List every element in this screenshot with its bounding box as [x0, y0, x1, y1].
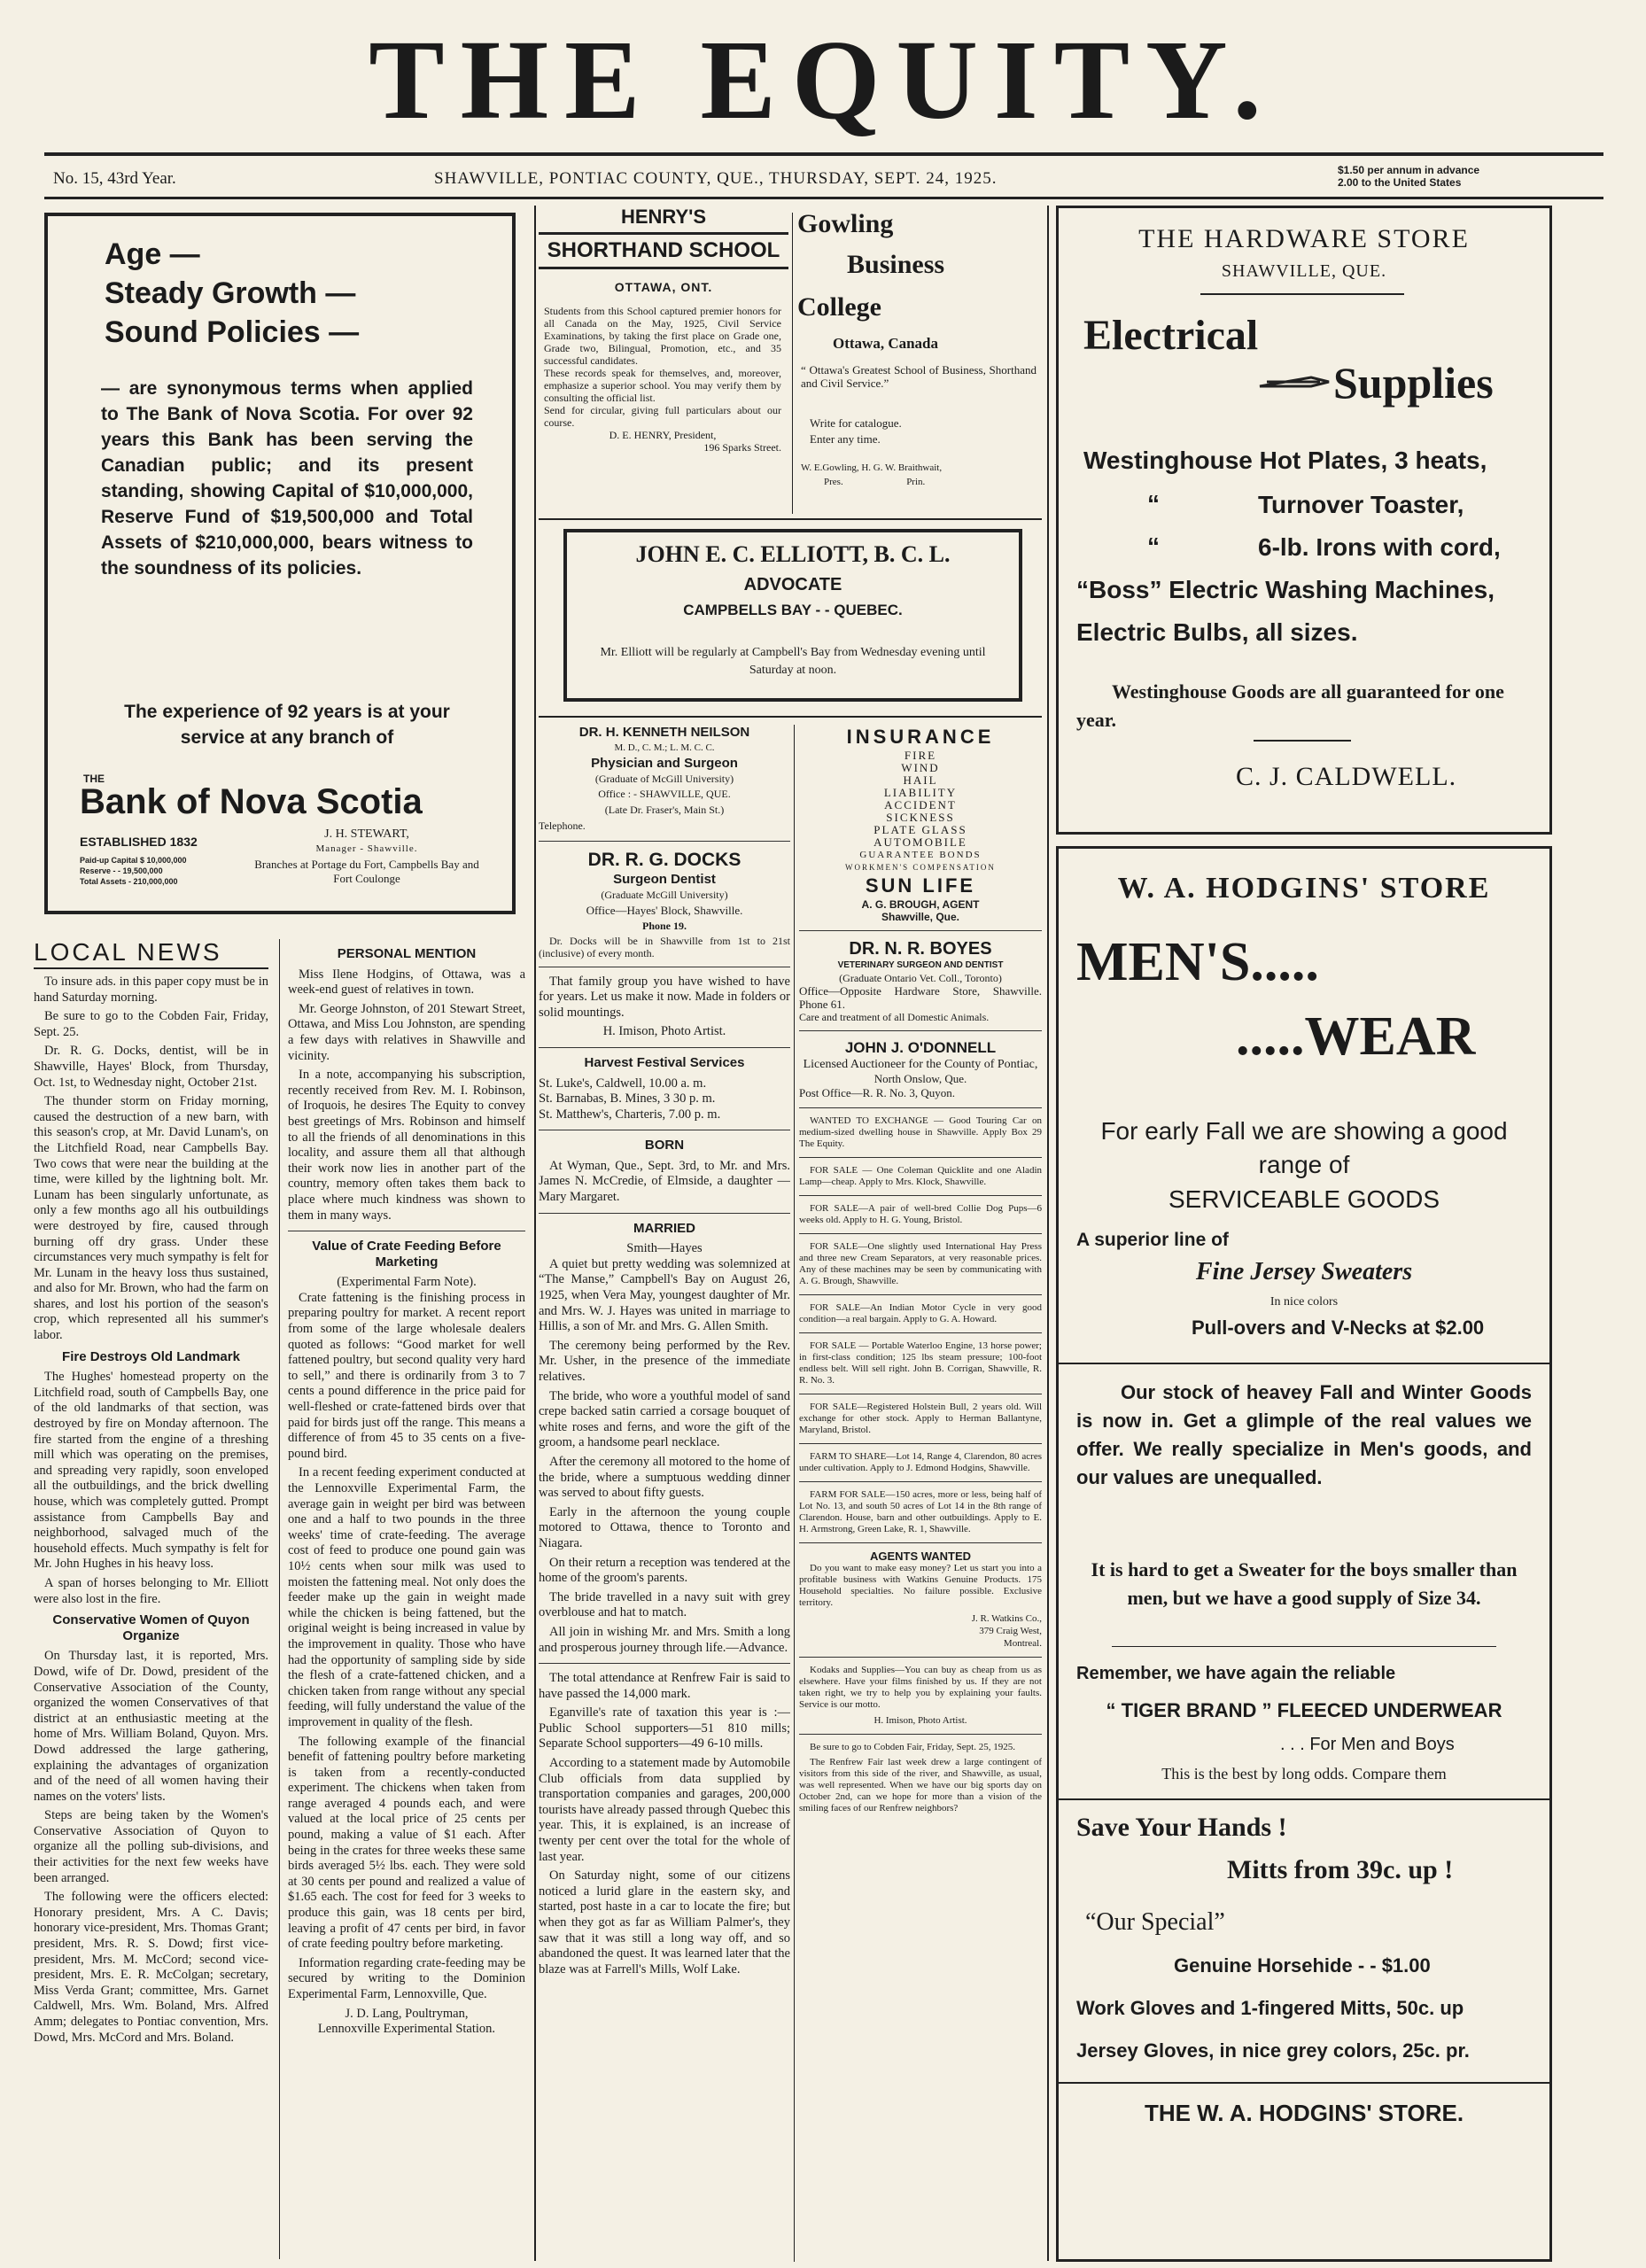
elliott-place: CAMPBELLS BAY - - QUEBEC. [683, 602, 903, 618]
hodgins-horsehide: Genuine Horsehide - - $1.00 [1174, 1954, 1431, 1977]
hardware-ditto-1: “ [1147, 490, 1160, 517]
divider [539, 716, 1042, 718]
divider [1059, 1363, 1549, 1364]
crate-paragraph: Information regarding crate-feeding may be secured by writing to the Dominion Experimental Farm, Lennoxville, Que. [288, 1955, 525, 2001]
divider [1112, 1646, 1496, 1647]
hodgins-ad [1056, 846, 1552, 2262]
insurance-lines [799, 750, 1042, 874]
automobile-statement: According to a statement made by Automobile Club officials from data supplied by transportation companies and garages, 200,000 tourists have already passed through Quebec this year. This, it is explained, is an increase of twenty per cent over the total for the whole of last year. [539, 1756, 790, 1864]
married-paragraph: The bride, who wore a youthful model of sand crepe backed satin carried a corsage bouquet of white roses and ferns, and wore the gift of the groom, a handsome pearl necklace. [539, 1388, 790, 1450]
married-paragraph: On their return a reception was tendered at the home of the groom's parents. [539, 1555, 790, 1586]
arrow-icon [1258, 372, 1331, 392]
neilson-office: Office : - SHAWVILLE, QUE. [598, 788, 731, 801]
hodgins-pullovers: Pull-overs and V-Necks at $2.00 [1192, 1317, 1485, 1339]
masthead-subline [53, 164, 1595, 194]
divider [799, 1443, 1042, 1444]
personal-mention-title: PERSONAL MENTION [337, 946, 477, 961]
gowling-name-1: Gowling [797, 209, 894, 238]
gowling-city: Ottawa, Canada [833, 335, 939, 352]
issue-number: No. 15, 43rd Year. [53, 169, 176, 188]
crate-signature: J. D. Lang, Poultryman, [345, 2006, 469, 2021]
bank-capital: Paid-up Capital $ 10,000,000 [80, 856, 187, 865]
hardware-electrical: Electrical [1083, 312, 1259, 359]
column-rule-1 [534, 206, 536, 2261]
harvest-line: St. Matthew's, Charteris, 7.00 p. m. [539, 1107, 721, 1122]
divider [799, 1734, 1042, 1735]
professional-column [539, 725, 790, 2262]
neilson-name: DR. H. KENNETH NEILSON [578, 725, 750, 740]
masthead-rule-bottom [44, 197, 1603, 199]
divider [539, 518, 1042, 520]
bank-branches: Branches at Portage du Fort, Campbells Bay and Fort Coulonge [254, 858, 479, 885]
hardware-place: SHAWVILLE, QUE. [1221, 261, 1387, 281]
henrys-name-1: HENRY'S [620, 206, 707, 228]
hodgins-serviceable: SERVICEABLE GOODS [1168, 1185, 1440, 1213]
insurance-line: PLATE GLASS [873, 823, 967, 836]
eganville-taxation: Eganville's rate of taxation this year is :—Public School supporters—51 810 mills; Separate School supporters—49 6-10 mills. [539, 1705, 790, 1751]
henrys-address: 196 Sparks Street. [703, 441, 781, 454]
divider [799, 1233, 1042, 1234]
elliott-ad [563, 529, 1022, 702]
classified-ad: FOR SALE—Registered Holstein Bull, 2 years old. Will exchange for other stock. Apply to Herman Ballantyne, Maryland, Bristol. [799, 1402, 1042, 1435]
born-notice: At Wyman, Que., Sept. 3rd, to Mr. and Mrs. James N. McCredie, of Elmside, a daughter — Mary Margaret. [539, 1158, 790, 1205]
hardware-supplies: Supplies [1333, 358, 1494, 408]
henrys-body-3: Send for circular, giving full particulars about our course. [544, 404, 781, 429]
local-news-title: LOCAL NEWS [34, 937, 268, 969]
divider [1254, 740, 1351, 742]
imison-ad: That family group you have wished to have for years. Let us make it now. Made in folders or solid mountings. [539, 974, 790, 1020]
hodgins-remember: Remember, we have again the reliable [1076, 1664, 1396, 1683]
hodgins-stock: Our stock of heavey Fall and Winter Goods is now in. Get a glimple of the real values we offer. We really specialize in Men's goods, and our values are unequalled. [1076, 1381, 1532, 1488]
classified-ad: WANTED TO EXCHANGE — Good Touring Car on medium-sized dwelling house in Shawville. Apply Box 29 The Equity. [799, 1115, 1042, 1149]
henrys-ad [539, 206, 788, 516]
gowling-enter: Enter any time. [810, 432, 881, 446]
masthead-rule-top [44, 152, 1603, 156]
gowling-name-2: Business [847, 250, 945, 279]
boyes-care: Care and treatment of all Domestic Animals. [799, 1011, 990, 1023]
born-title: BORN [644, 1138, 685, 1153]
neilson-late: (Late Dr. Fraser's, Main St.) [604, 803, 725, 816]
agents-body: Do you want to make easy money? Let us start you into a profitable business with Watkins Genuine Products. 175 Household specialties. No failure possible. Exclusive territory. [799, 1563, 1042, 1608]
local-news-item: The Hughes' homestead property on the Litchfield road, south of Campbells Bay, one of the old landmarks of that section, was destroyed by fire on Monday afternoon. The fire started from the engine of a threshing mill which was operating on the premises, and spreading very rapidly, soon enveloped all the outbuildings, and the brick dwelling house, which was completely gutted. Prompt assistance from Campbells Bay and neighborhood, salvaged much of the household effects. Much sympathy is felt for Mr. John Hughes in his heavy loss. [34, 1370, 268, 1572]
boyes-grad: (Graduate Ontario Vet. Coll., Toronto) [839, 972, 1002, 984]
odonnell-line: Licensed Auctioneer for the County of Pontiac, [803, 1058, 1038, 1071]
fire-saturday: On Saturday night, some of our citizens noticed a lurid glare in the eastern sky, and started, post haste in a car to locate the fire; but when they got as far as William Palmer's, they saw that it was still a long way off, and so abandoned the quest. It was learned later that the blaze was at Farrell's Mills, Wolf Lake. [539, 1868, 790, 1977]
bank-established: ESTABLISHED 1832 [80, 835, 198, 849]
divider [799, 1294, 1042, 1295]
henrys-sign: D. E. HENRY, President, [609, 429, 717, 441]
bank-headline-1: Age — [105, 237, 200, 271]
married-subtitle: Smith—Hayes [626, 1241, 703, 1256]
gowling-sign: W. E.Gowling, H. G. W. Braithwait, [801, 462, 943, 473]
divider [799, 1481, 1042, 1482]
docks-office: Office—Hayes' Block, Shawville. [586, 904, 743, 918]
hodgins-wear: .....WEAR [1236, 1006, 1476, 1067]
married-paragraph: Early in the afternoon the young couple motored to Ottawa, thence to Toronto and Niagara. [539, 1504, 790, 1550]
crate-paragraph: The following example of the financial benefit of fattening poultry before marketing is taken from a recently-conducted experiment. The chickens when taken from range averaged 4 pounds each, and were valued at the local price of 25 cents per pound, making a value of $1 each. After being in the crates for three weeks these same birds averaged 5½ lbs. each. They were sold at 30 cents per pound and realized a value of $1.65 each. The cost for feed for 3 weeks to produce this gain, was 18 cents per bird, leaving a profit of 47 cents per bird, in favor of crate feeding poultry before marketing. [288, 1734, 525, 1952]
newspaper-title: THE EQUITY. [369, 17, 1277, 143]
classifieds-column [799, 725, 1042, 2262]
neilson-grad: (Graduate of McGill University) [594, 772, 734, 785]
agents-title: AGENTS WANTED [869, 1550, 972, 1563]
hodgins-best: This is the best by long odds. Compare them [1161, 1765, 1447, 1783]
married-paragraph: A quiet but pretty wedding was solemnized at “The Manse,” Campbell's Bay on August 26, 1925, when Vera May, youngest daughter of Mr. and Mrs. W. J. Hayes was united in marriage to Hillis, a son of Mr. and Mrs. G. Allen Smith. [539, 1256, 790, 1334]
divider [799, 1107, 1042, 1108]
bank-headline-2: Steady Growth — [105, 276, 356, 310]
classified-ad: FOR SALE—A pair of well-bred Collie Dog Pups—6 weeks old. Apply to H. G. Young, Bristol. [799, 1203, 1042, 1225]
divider [539, 1047, 790, 1048]
hodgins-mitts: Mitts from 39c. up ! [1227, 1855, 1454, 1884]
henrys-body [544, 305, 781, 454]
insurance-line: GUARANTEE BONDS [859, 850, 982, 860]
hardware-ditto-2: “ [1147, 532, 1160, 560]
docks-role: Surgeon Dentist [613, 872, 716, 888]
harvest-line: St. Barnabas, B. Mines, 3 30 p. m. [539, 1091, 716, 1107]
hardware-line-5: Electric Bulbs, all sizes. [1076, 618, 1358, 646]
insurance-line: FIRE [904, 749, 937, 762]
elliott-name: JOHN E. C. ELLIOTT, B. C. L. [635, 541, 951, 567]
local-news-item: Be sure to go to the Cobden Fair, Friday, Sept. 25. [34, 1009, 268, 1039]
insurance-line: AUTOMOBILE [873, 835, 967, 849]
local-news-item: Dr. R. G. Docks, dentist, will be in Shawville, Hayes' Block, from Thursday, Oct. 1st, to Wednesday night, October 21st. [34, 1044, 268, 1090]
neilson-telephone: Telephone. [539, 819, 586, 832]
divider [799, 1195, 1042, 1196]
henrys-city: OTTAWA, ONT. [614, 280, 713, 294]
crate-signature-2: Lennoxville Experimental Station. [317, 2022, 496, 2037]
elliott-role: ADVOCATE [743, 575, 842, 594]
gowling-ad [797, 206, 1042, 516]
insurance-line: ACCIDENT [884, 798, 957, 812]
henrys-body-2: These records speak for themselves, and, moreover, emphasize a superior school. You may verify them by consulting the official list. [544, 367, 781, 404]
elliott-note: Mr. Elliott will be regularly at Campbell's Bay from Wednesday evening until Saturday at noon. [600, 646, 986, 677]
insurance-line: WORKMEN'S COMPENSATION [845, 863, 996, 872]
gowling-write: Write for catalogue. [810, 416, 902, 430]
hodgins-men-boys: . . . For Men and Boys [1280, 1735, 1455, 1754]
gowling-body: “ Ottawa's Greatest School of Business, Shorthand and Civil Service.” [801, 363, 1037, 390]
crate-paragraph: In a recent feeding experiment conducted at the Lennoxville Experimental Farm, the average gain in weight per bird was between one and a half to two pounds in the three weeks' time of crate-feeding. The average cost of feed to produce one pound gain was 10½ cents when sour milk was used to moisten the fattening meal. Not only does the feeder make up the gain in weight made while the chicken is being fattened, but the original weight is being increased in value by the improvement in quality. Those who have had the opportunity of sampling side by side the flesh of a crate-fattened chicken, and a chicken taken from range without any special feeding, will fully understand the value of the improvement in quality of the flesh. [288, 1465, 525, 1729]
bank-assets: Total Assets - 210,000,000 [80, 877, 178, 886]
married-paragraph: All join in wishing Mr. and Mrs. Smith a long and prosperous journey through life.—Advance. [539, 1624, 790, 1655]
classified-ad: FOR SALE — Portable Waterloo Engine, 13 horse power; in first-class condition; 125 lbs steam pressure; 100-foot endless belt. Will sell right. John B. Corrigan, Shawville, R. R. No. 3. [799, 1340, 1042, 1386]
hardware-line-4: “Boss” Electric Washing Machines, [1076, 576, 1495, 603]
hodgins-jersey-gloves: Jersey Gloves, in nice grey colors, 25c. pr. [1076, 2039, 1470, 2062]
hodgins-fine-jersey: Fine Jersey Sweaters [1195, 1258, 1413, 1285]
divider [799, 930, 1042, 931]
column-rule-henrys [792, 213, 793, 514]
bank-body: — are synonymous terms when applied to The Bank of Nova Scotia. For over 92 years this Bank has been serving the Canadian public; and its present standing, showing Capital of $10,000,000, Reserve Fund of $19,500,000 and Total Assets of $210,000,000, bears witness to the soundness of its policies. [101, 378, 473, 579]
bank-experience: The experience of 92 years is at your service at any branch of [124, 702, 450, 748]
classified-ad: FARM TO SHARE—Lot 14, Range 4, Clarendon, 80 acres under cultivation. Apply to J. Edmond Hodgins, Shawville. [799, 1451, 1042, 1473]
dateline: SHAWVILLE, PONTIAC COUNTY, QUE., THURSDAY, SEPT. 24, 1925. [434, 169, 998, 188]
married-paragraph: After the ceremony all motored to the home of the bride, where a sumptuous wedding dinner was served to about fifty guests. [539, 1454, 790, 1501]
hodgins-title: W. A. HODGINS' STORE [1117, 872, 1491, 905]
hodgins-tiger-brand: “ TIGER BRAND ” FLEECED UNDERWEAR [1106, 1699, 1502, 1721]
personal-item: Mr. George Johnston, of 201 Stewart Street, Ottawa, and Miss Lou Johnston, are spending a few days with relatives in Shawville and vicinity. [288, 1001, 525, 1063]
odonnell-line: Post Office—R. R. No. 3, Quyon. [799, 1086, 955, 1099]
classified-ad: FOR SALE—An Indian Motor Cycle in very good condition—a real bargain. Apply to G. A. Howard. [799, 1302, 1042, 1324]
married-paragraph: The bride travelled in a navy suit with grey overblouse and hat to match. [539, 1589, 790, 1620]
personal-column [288, 941, 525, 2263]
imison-sign: H. Imison, Photo Artist. [602, 1024, 726, 1039]
hodgins-our-special: “Our Special” [1085, 1908, 1225, 1936]
column-rule-3 [1047, 206, 1049, 2261]
kodaks-ad: Kodaks and Supplies—You can buy as cheap from us as elsewhere. Have your films finished by us. If they are not taken right, we try to help you by explaining your faults. Service is our motto. [799, 1665, 1042, 1710]
personal-item: Miss Ilene Hodgins, of Ottawa, was a week-end guest of relatives in town. [288, 967, 525, 998]
local-news-item: On Thursday last, it is reported, Mrs. Dowd, wife of Dr. Dowd, president of the Conservative Association of the County, organized the women Conservatives of that district at an enthusiastic meeting at the home of Mrs. William Boland, Quyon. Mrs. Dowd addressed the large gathering, explaining the advantages of organization and of the need of all women having their names on the voters' lists. [34, 1649, 268, 1804]
boyes-office: Office—Opposite Hardware Store, Shawville. Phone 61. [799, 984, 1042, 1011]
divider [1200, 293, 1404, 295]
harvest-line: St. Luke's, Caldwell, 10.00 a. m. [539, 1076, 707, 1091]
divider [799, 1332, 1042, 1333]
hardware-title: THE HARDWARE STORE [1138, 224, 1470, 253]
bank-reserve: Reserve - - 19,500,000 [80, 866, 163, 875]
hodgins-mens: MEN'S..... [1076, 932, 1319, 992]
bank-the: THE [83, 773, 105, 785]
insurance-line: WIND [901, 761, 940, 774]
renfrew-fair-note: The Renfrew Fair last week drew a large contingent of visitors from this side of the river, and Shawville, as usual, was well represented. When we have our big sports day on October 2nd, can we hope for more than a vision of the smiling faces of our Renfrew neighbors? [799, 1757, 1042, 1814]
column-rule-middle [794, 725, 795, 2262]
insurance-place: Shawville, Que. [881, 911, 960, 923]
local-news-item: To insure ads. in this paper copy must be in hand Saturday morning. [34, 975, 268, 1005]
insurance-line: SICKNESS [886, 811, 955, 824]
divider [539, 1213, 790, 1214]
classified-ad: FARM FOR SALE—150 acres, more or less, being half of Lot No. 13, and south 50 acres of Lot 14 in the 8th range of Clarendon. House, barn and other outbuildings. Apply to E. H. Armstrong, Green Lake, R. 1, Shawville. [799, 1489, 1042, 1534]
kodaks-sign: H. Imison, Photo Artist. [873, 1715, 967, 1726]
classified-ad: FOR SALE — One Coleman Quicklite and one Aladin Lamp—cheap. Apply to Mrs. Klock, Shawville. [799, 1165, 1042, 1187]
crate-feeding-title: Value of Crate Feeding Before Marketing [312, 1239, 501, 1270]
price-line-2: 2.00 to the United States [1338, 176, 1462, 189]
hardware-guarantee: Westinghouse Goods are all guaranteed for one year. [1076, 680, 1504, 731]
crate-paragraph: Crate fattening is the finishing process in preparing poultry for market. A recent report from some of the large wholesale dealers quoted as follows: “Good market for well fattened poultry, but second quality very hard to sell,” and there is ordinarily from 3 to 7 cents a pound difference in the price paid for well-fleshed or crate-fattened birds over that paid for birds just off the range. This means a difference of from 45 to 35 cents on a five-pound bird. [288, 1290, 525, 1461]
personal-item: In a note, accompanying his subscription, recently received from Rev. M. I. Robinson, of Iroquois, he desires The Equity to convey best greetings of Mrs. Robinson and himself to all the friends of all denominations in this locality, and assure them all that although their work now lies in another part of the country, memory often takes them back to place where much kindness was shown to them in many ways. [288, 1068, 525, 1223]
divider [799, 1542, 1042, 1543]
divider [799, 1657, 1042, 1658]
docks-phone: Phone 19. [641, 919, 687, 932]
bank-headline-3: Sound Policies — [105, 315, 360, 349]
married-paragraph: The ceremony being performed by the Rev. Mr. Usher, in the presence of the immediate relatives. [539, 1338, 790, 1384]
hardware-ad [1056, 206, 1552, 835]
hodgins-superior: A superior line of [1076, 1230, 1229, 1250]
divider [1059, 2082, 1549, 2084]
divider [799, 1030, 1042, 1031]
neilson-degrees: M. D., C. M.; L. M. C. C. [614, 742, 715, 753]
boyes-name: DR. N. R. BOYES [849, 939, 992, 959]
gowling-name-3: College [797, 292, 881, 322]
insurance-line: LIABILITY [883, 786, 958, 799]
henrys-name-2: SHORTHAND SCHOOL [539, 232, 788, 269]
cobden-fair-note: Be sure to go to Cobden Fair, Friday, Sept. 25, 1925. [810, 1742, 1015, 1752]
odonnell-name: JOHN J. O'DONNELL [844, 1039, 997, 1056]
renfrew-attendance: The total attendance at Renfrew Fair is said to have passed the 14,000 mark. [539, 1671, 790, 1701]
divider [539, 841, 790, 842]
married-title: MARRIED [633, 1220, 695, 1236]
local-news-item: A span of horses belonging to Mr. Elliott were also lost in the fire. [34, 1575, 268, 1606]
docks-grad: (Graduate McGill University) [601, 888, 728, 901]
sun-life-title: SUN LIFE [865, 874, 976, 897]
hardware-signature: C. J. CALDWELL. [1236, 762, 1457, 791]
harvest-title: Harvest Festival Services [584, 1054, 745, 1070]
bank-manager: J. H. STEWART, [324, 827, 409, 841]
local-news-column [34, 937, 268, 2262]
bank-manager-title: Manager - Shawville. [315, 843, 418, 854]
conservative-headline: Conservative Women of Quyon Organize [52, 1612, 250, 1643]
neilson-role: Physician and Surgeon [591, 756, 738, 772]
column-rule-local [279, 939, 280, 2259]
hodgins-save-hands: Save Your Hands ! [1076, 1813, 1287, 1842]
gowling-sign-2: Pres. Prin. [824, 477, 926, 487]
docks-note: Dr. Docks will be in Shawville from 1st to 21st (inclusive) of every month. [539, 934, 790, 959]
fire-headline: Fire Destroys Old Landmark [62, 1348, 240, 1364]
hardware-line-2: Turnover Toaster, [1258, 491, 1464, 518]
insurance-agent: A. G. BROUGH, AGENT [861, 898, 980, 911]
local-news-item: The thunder storm on Friday morning, caused the destruction of a new barn, with this season's crop, at Mr. David Lunam's, on the Litchfield Road, near Campbells Bay. Two cows that were near the building at the time, were killed by the lightning bolt. Mr. Lunam has been singularly unfortunate, as only a few months ago all his outbuildings were destroyed by fire, caused through burning off dry grass. Under these circumstances very much sympathy is felt for Mr. Lunam in the heavy loss thus sustained, and also for Mr. Brown, who had the farm on shares, and lost his portion of the season's crop, which represented all his summer's labor. [34, 1094, 268, 1343]
price-line-1: $1.50 per annum in advance [1338, 164, 1480, 176]
hodgins-signature: THE W. A. HODGINS' STORE. [1144, 2100, 1464, 2126]
boyes-role: VETERINARY SURGEON AND DENTIST [837, 960, 1004, 970]
insurance-title: INSURANCE [846, 726, 995, 748]
docks-name: DR. R. G. DOCKS [587, 850, 741, 871]
bank-ad [44, 213, 516, 914]
hardware-line-3: 6-lb. Irons with cord, [1258, 533, 1501, 561]
agents-sign: J. R. Watkins Co., [971, 1613, 1042, 1624]
odonnell-line: North Onslow, Que. [873, 1072, 967, 1085]
hodgins-colors: In nice colors [1269, 1295, 1339, 1309]
bank-name: Bank of Nova Scotia [80, 782, 423, 821]
hodgins-sweater-note: It is hard to get a Sweater for the boys smaller than men, but we have a good supply of Size 34. [1091, 1558, 1518, 1609]
divider [539, 1663, 790, 1664]
classified-ad: FOR SALE—One slightly used International Hay Press and three new Cream Separators, at very reasonable prices. Any of these machines may be seen by communicating with A. G. Brough, Shawville. [799, 1241, 1042, 1286]
agents-address: 379 Craig West, [979, 1626, 1042, 1636]
divider [799, 1157, 1042, 1158]
henrys-body-1: Students from this School captured premier honors for all Canada on the May, 1925, Civil Service Examinations, by taking the first place on Grade one, Grade two, Bilingual, Promotion, etc., and 35 successful candidates. [544, 305, 781, 367]
agents-city: Montreal. [1003, 1638, 1042, 1649]
local-news-item: Steps are being taken by the Women's Conservative Association of Quyon to organize all the polling sub-divisions, and their activities for the next few weeks have been arranged. [34, 1808, 268, 1885]
hardware-line-1: Westinghouse Hot Plates, 3 heats, [1083, 447, 1487, 474]
divider [1059, 1798, 1549, 1800]
crate-feeding-subtitle: (Experimental Farm Note). [337, 1275, 477, 1290]
local-news-item: The following were the officers elected: Honorary president, Mrs. A C. Davis; honorary vice-president, Mrs. Thomas Grant; president, Mrs. R. S. Dowd; first vice-president, Mrs. M. McCord; second vice-president, Mrs. E. R. McColgan; secretary, Miss Verda Grant; committee, Mrs. Garnet Caldwell, Mrs. Wm. Boland, Mrs. Alfred Amm; delegates to Pontiac convention, Mrs. Dowd, Mrs. McCord and Mrs. Boland. [34, 1890, 268, 2045]
insurance-line: HAIL [903, 773, 938, 787]
hodgins-intro: For early Fall we are showing a good range of [1100, 1117, 1508, 1178]
hodgins-work-gloves: Work Gloves and 1-fingered Mitts, 50c. up [1076, 1997, 1464, 2019]
